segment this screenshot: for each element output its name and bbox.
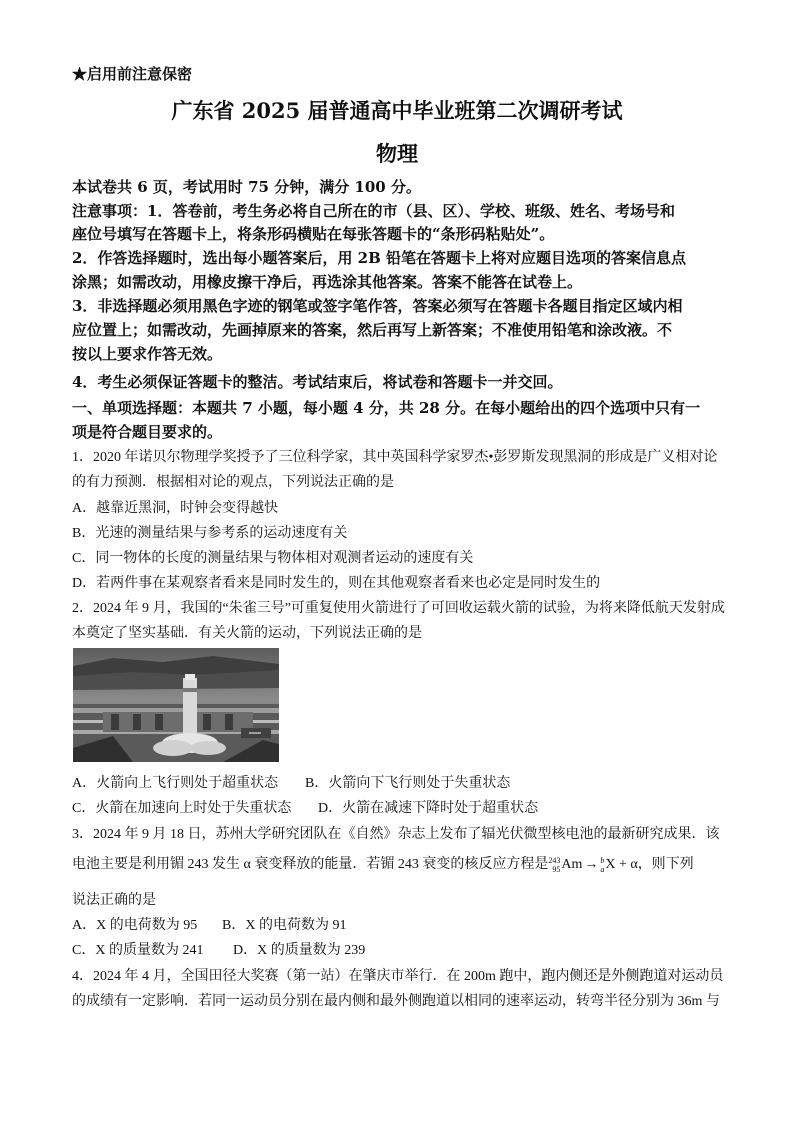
instruction-line: 应位置上；如需改动，先画掉原来的答案，然后再写上新答案；不准使用铅笔和涂改液。不 <box>72 321 673 339</box>
question-1-stem: 的有力预测．根据相对论的观点，下列说法正确的是 <box>72 475 394 490</box>
question-3-stem <box>72 853 694 874</box>
question-2-option-d: D．火箭在减速下降时处于超重状态 <box>318 801 539 816</box>
instruction-line: 涂黑；如需改动，用橡皮擦干净后，再选涂其他答案。答案不能答在试卷上。 <box>72 273 583 291</box>
question-1-option-c: C．同一物体的长度的测量结果与物体相对观测者运动的速度有关 <box>72 551 474 566</box>
question-4-stem: 4．2024 年 4 月，全国田径大奖赛（第一站）在肇庆市举行．在 200m 跑中，跑内侧还是外侧跑道对运动员 <box>72 969 724 984</box>
question-2-option-a: A．火箭向上飞行则处于超重状态 <box>72 776 279 791</box>
section-heading: 项是符合题目要求的。 <box>72 423 223 441</box>
product-expression: X + α <box>605 857 638 872</box>
question-2-stem: 本奠定了坚实基础．有关火箭的运动，下列说法正确的是 <box>72 626 422 641</box>
reaction-arrow: → <box>584 857 599 872</box>
exam-intro: 本试卷共 6 页，考试用时 75 分钟，满分 100 分。 <box>72 178 421 196</box>
instruction-line: 按以上要求作答无效。 <box>72 345 223 363</box>
instruction-line: 2．作答选择题时，选出每小题答案后，用 2B 铅笔在答题卡上将对应题目选项的答案信息点 <box>72 249 687 267</box>
exam-title: 广东省 2025 届普通高中毕业班第二次调研考试 <box>171 98 623 123</box>
product-mass-variable: b <box>600 855 605 865</box>
instruction-line: 4．考生必须保证答题卡的整洁。考试结束后，将试卷和答题卡一并交回。 <box>72 373 563 391</box>
instruction-line: 3．非选择题必须用黑色字迹的钢笔或签字笔作答，答案必须写在答题卡各题目指定区域内相 <box>72 297 683 315</box>
mass-number: 243 <box>548 855 561 865</box>
question-4-stem: 的成绩有一定影响．若同一运动员分别在最内侧和最外侧跑道以相同的速率运动，转弯半径分别为 36m 与 <box>72 994 720 1009</box>
question-1-option-b: B．光速的测量结果与参考系的运动速度有关 <box>72 526 348 541</box>
nuclear-equation <box>548 857 637 872</box>
question-3-option-a: A．X 的电荷数为 95 <box>72 918 198 933</box>
confidential-notice: ★启用前注意保密 <box>72 65 193 83</box>
subject-title: 物理 <box>376 141 418 166</box>
question-3-option-c: C．X 的质量数为 241 <box>72 943 204 958</box>
charge-number: 95 <box>552 864 561 874</box>
question-2-stem: 2．2024 年 9 月，我国的“朱雀三号”可重复使用火箭进行了可回收运载火箭的试验，为将来降低航天发射成 <box>72 601 725 616</box>
instruction-line: 座位号填写在答题卡上，将条形码横贴在每张答题卡的“条形码粘贴处”。 <box>72 225 555 243</box>
section-heading: 一、单项选择题：本题共 7 小题，每小题 4 分，共 28 分。在每小题给出的四个选项中只有一 <box>72 399 701 417</box>
question-1-option-d: D．若两件事在某观察者看来是同时发生的，则在其他观察者看来也必定是同时发生的 <box>72 576 601 591</box>
question-1-option-a: A．越靠近黑洞，时钟会变得越快 <box>72 501 279 516</box>
question-3-stem: 说法正确的是 <box>72 893 156 908</box>
question-2-option-b: B．火箭向下飞行则处于失重状态 <box>305 776 511 791</box>
question-1-stem: 1．2020 年诺贝尔物理学奖授予了三位科学家，其中英国科学家罗杰•彭罗斯发现黑洞的形成是广义相对论 <box>72 450 718 465</box>
instruction-line: 注意事项：1．答卷前，考生务必将自己所在的市（县、区）、学校、班级、姓名、考场号和 <box>72 202 675 220</box>
question-3-stem: 3．2024 年 9 月 18 日，苏州大学研究团队在《自然》杂志上发布了辐光伏微型核电池的最新研究成果．该 <box>72 827 720 842</box>
question-3-stem-text: ，则下列 <box>637 857 694 872</box>
question-3-option-d: D．X 的质量数为 239 <box>233 943 366 958</box>
question-3-stem-text: 电池主要是利用镅 243 发生 α 衰变释放的能量．若镅 243 衰变的核反应方程是 <box>72 857 549 872</box>
element-symbol: Am <box>561 857 583 872</box>
question-2-option-c: C．火箭在加速向上时处于失重状态 <box>72 801 292 816</box>
rocket-launch-photo <box>73 648 279 762</box>
question-3-option-b: B．X 的电荷数为 91 <box>222 918 347 933</box>
product-charge-variable: a <box>600 864 605 874</box>
